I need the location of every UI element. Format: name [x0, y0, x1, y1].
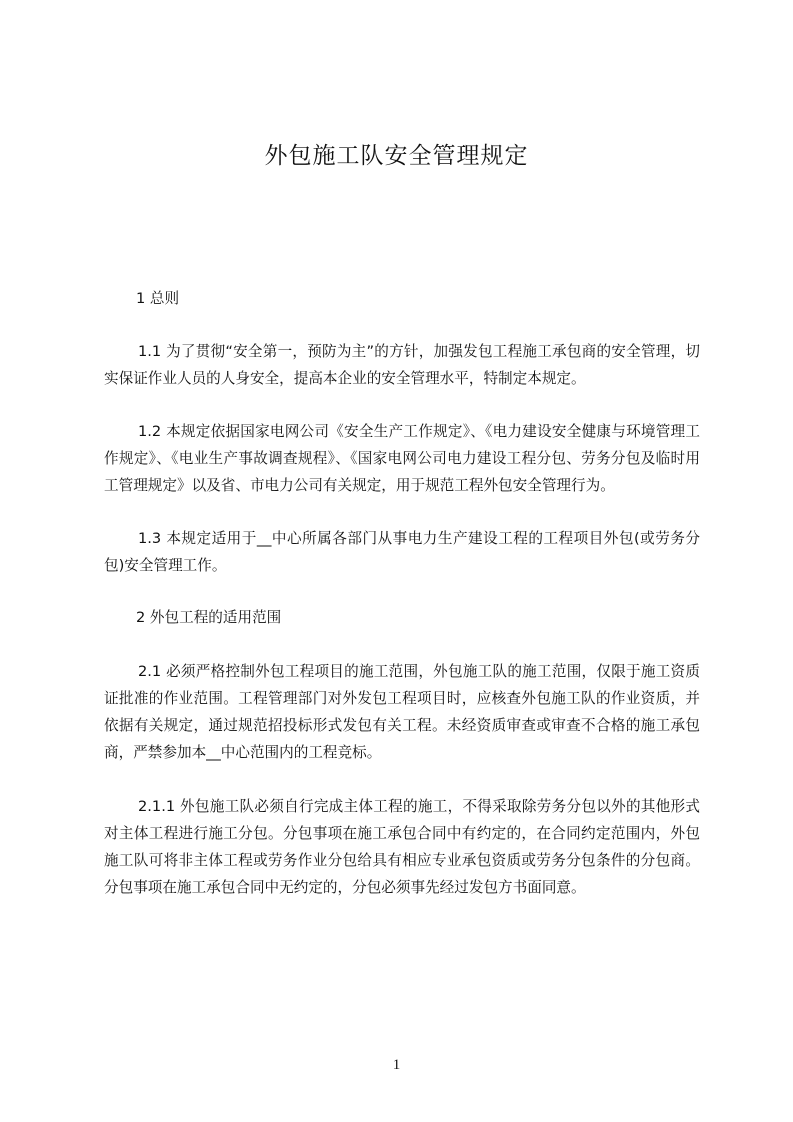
section-heading-2: 2 外包工程的适用范围: [136, 609, 282, 626]
paragraph-2-1: 2.1 必须严格控制外包工程项目的施工范围，外包施工队的施工范围，仅限于施工资质证批准的作业范围。工程管理部门对外发包工程项目时，应核查外包施工队的作业资质，并依据有关规定，通过规范招投标形式发包有关工程。未经资质审查或审查不合格的施工承包商，严禁参加本__中心范围内的工程竞标。: [104, 663, 700, 761]
section-heading-1: 1 总则: [136, 290, 180, 307]
paragraph-2-1-1: 2.1.1 外包施工队必须自行完成主体工程的施工，不得采取除劳务分包以外的其他形式对主体工程进行施工分包。分包事项在施工承包合同中有约定的，在合同约定范围内，外包施工队可将非主体工程或劳务作业分包给具有相应专业承包资质或劳务分包条件的分包商。分包事项在施工承包合同中无约定的，分包必须事先经过发包方书面同意。: [104, 798, 700, 896]
paragraph-1-3: 1.3 本规定适用于__中心所属各部门从事电力生产建设工程的工程项目外包(或劳务分包)安全管理工作。: [104, 530, 700, 574]
document-title: 外包施工队安全管理规定: [264, 143, 529, 169]
paragraph-1-2: 1.2 本规定依据国家电网公司《安全生产工作规定》、《电力建设安全健康与环境管理工作规定》、《电业生产事故调查规程》、《国家电网公司电力建设工程分包、劳务分包及临时用工管理规定》以及省、市电力公司有关规定，用于规范工程外包安全管理行为。: [104, 423, 700, 494]
document-body: [104, 286, 700, 901]
page-number: 1: [392, 1057, 401, 1073]
paragraph-1-1: 1.1 为了贯彻“安全第一，预防为主”的方针，加强发包工程施工承包商的安全管理，切实保证作业人员的人身安全，提高本企业的安全管理水平，特制定本规定。: [104, 343, 700, 387]
